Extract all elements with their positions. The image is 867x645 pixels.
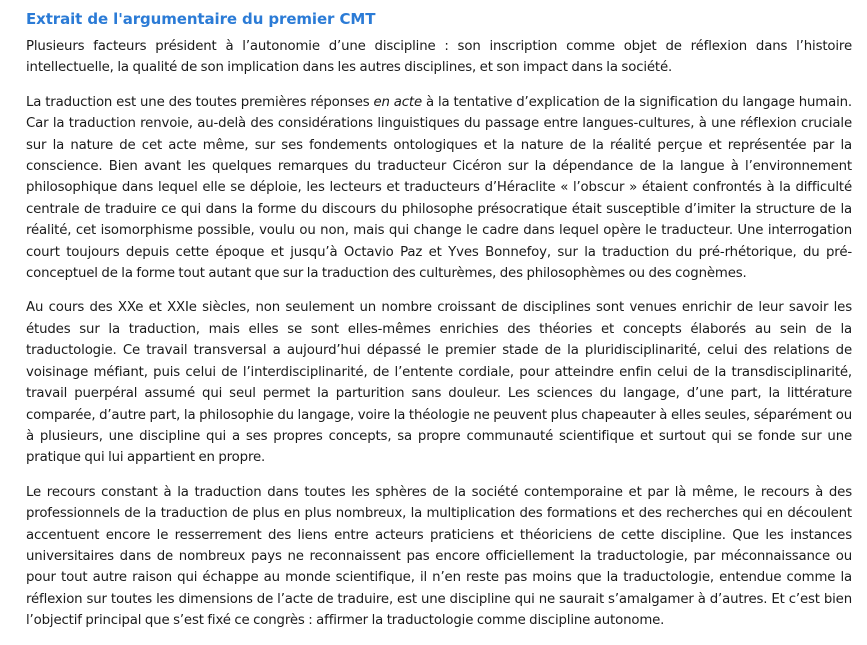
paragraph-2-text-end: à la tentative d’explication de la signification du langage humain. Car la traduction renvoie, au-delà des considérations linguistiques du passage entre langues-cultures, à une réflexion cruciale sur la nature de cet acte même, sur ses fondements ontologiques et la nature de la réalité perçue et représentée par la conscience. Bien avant les quelques remarques du traducteur Cicéron sur la dépendance de la langue à l’environnement philosophique dans lequel elle se déploie, les lecteurs et traducteurs d’Héraclite « l’obscur » étaient confrontés à la difficulté centrale de traduire ce qui dans la forme du discours du philosophe présocratique était susceptible d’imiter la structure de la réalité, cet isomorphisme possible, voulu ou non, mais qui change le cadre dans lequel opère le traducteur. Une interrogation court toujours depuis cette époque et jusqu’à Octavio Paz et Yves Bonnefoy, sur la traduction du pré-rhétorique, du pré-conceptuel de la forme tout autant que sur la traduction des culturèmes, des philosophèmes ou des cognèmes.: [26, 94, 852, 282]
paragraph-2: [26, 92, 852, 285]
paragraph-4: Le recours constant à la traduction dans toutes les sphères de la société contemporaine et par là même, le recours à des professionnels de la traduction de plus en plus nombreux, la multiplication des formations et des recherches qui en découlent accentuent encore le resserrement des liens entre acteurs praticiens et théoriciens de cette discipline. Que les instances universitaires dans de nombreux pays ne reconnaissent pas encore officiellement la traductologie, par méconnaissance ou pour tout autre raison qui échappe au monde scientifique, il n’en reste pas moins que la traductologie, entendue comme la réflexion sur toutes les dimensions de l’acte de traduire, est une discipline qui ne saurait s’amalgamer à d’autres. Et c’est bien l’objectif principal que s’est fixé ce congrès : affirmer la traductologie comme discipline autonome.: [26, 484, 852, 629]
document-page: [26, 8, 852, 645]
paragraph-1: Plusieurs facteurs président à l’autonomie d’une discipline : son inscription comme objet de réflexion dans l’histoire intellectuelle, la qualité de son implication dans les autres disciplines, et son impact dans la société.: [26, 39, 852, 76]
document-title: Extrait de l'argumentaire du premier CMT: [26, 10, 376, 28]
paragraph-2-text-start: La traduction est une des toutes premières réponses: [26, 94, 374, 110]
paragraph-3: Au cours des XXe et XXIe siècles, non seulement un nombre croissant de disciplines sont venues enrichir de leur savoir les études sur la traduction, mais elles se sont elles-mêmes enrichies des théories et concepts élaborés au sein de la traductologie. Ce travail transversal a aujourd’hui dépassé le premier stade de la pluridisciplinarité, celui des relations de voisinage méfiant, puis celui de l’interdisciplinarité, de l’entente cordiale, pour atteindre enfin celui de la transdisciplinarité, travail puerpéral assumé qui seul permet la parturition sans douleur. Les sciences du langage, d’une part, la littérature comparée, d’autre part, la philosophie du langage, voire la théologie ne peuvent plus chapeauter à elles seules, séparément ou à plusieurs, une discipline qui a ses propres concepts, sa propre communauté scientifique et surtout qui se fonde sur une pratique qui lui appartient en propre.: [26, 300, 852, 466]
paragraph-2-emphasis: en acte: [373, 94, 423, 110]
